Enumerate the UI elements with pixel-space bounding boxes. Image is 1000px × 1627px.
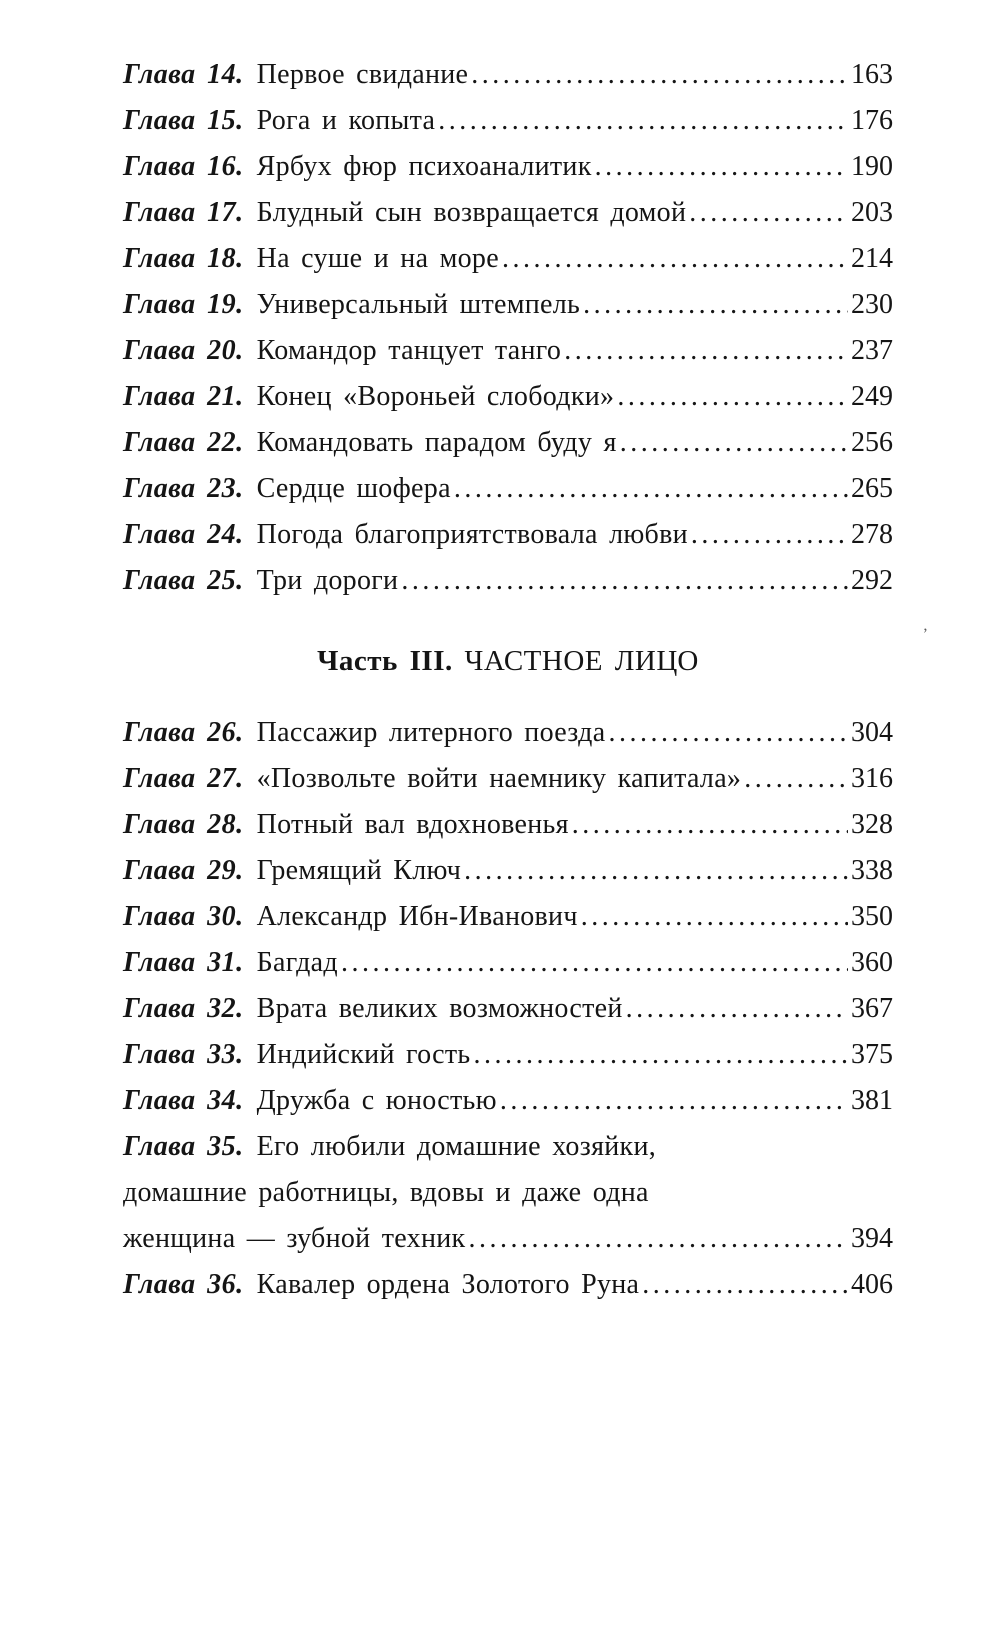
chapter-title: Универсальный штемпель <box>256 289 581 320</box>
dot-leader <box>686 190 848 236</box>
chapter-title: Александр Ибн-Иванович <box>256 901 578 932</box>
toc-entry-line <box>123 558 893 604</box>
dot-leader <box>461 848 848 894</box>
dot-leader <box>398 558 848 604</box>
dot-leader <box>614 374 848 420</box>
chapter-title: Врата великих возможностей <box>256 993 623 1024</box>
chapter-label: Глава 21. <box>123 381 244 412</box>
chapter-title: Блудный сын возвращается домой <box>256 197 687 228</box>
chapter-label: Глава 24. <box>123 519 244 550</box>
chapter-title: Командор танцует танго <box>256 335 562 366</box>
toc-entry-line <box>123 710 893 756</box>
page-number: 381 <box>851 1085 893 1116</box>
chapter-label: Глава 20. <box>123 335 244 366</box>
chapter-title: На суше и на море <box>256 243 499 274</box>
page-number: 316 <box>851 763 893 794</box>
dot-leader <box>605 710 848 756</box>
page-number: 375 <box>851 1039 893 1070</box>
page-number: 292 <box>851 565 893 596</box>
dot-leader <box>741 756 848 802</box>
page-number: 237 <box>851 335 893 366</box>
chapter-label: Глава 27. <box>123 763 244 794</box>
page-number: 328 <box>851 809 893 840</box>
dot-leader <box>338 940 848 986</box>
chapter-label: Глава 25. <box>123 565 244 596</box>
chapter-title: Погода благоприятствовала любви <box>256 519 688 550</box>
chapter-label: Глава 18. <box>123 243 244 274</box>
dot-leader <box>617 420 848 466</box>
dot-leader <box>451 466 848 512</box>
toc-entry-line <box>123 802 893 848</box>
toc-entry-line <box>123 374 893 420</box>
toc-entry-line <box>123 328 893 374</box>
chapter-label: Глава 14. <box>123 59 244 90</box>
section-heading <box>123 638 893 684</box>
toc-entry-line <box>123 756 893 802</box>
chapter-title: Пассажир литерного поезда <box>256 717 606 748</box>
toc-entry-line <box>123 466 893 512</box>
toc-entry-line <box>123 1032 893 1078</box>
toc-entry-line <box>123 940 893 986</box>
chapter-title: Гремящий Ключ <box>256 855 462 886</box>
chapter-label: Глава 26. <box>123 717 244 748</box>
chapter-label: Глава 17. <box>123 197 244 228</box>
dot-leader <box>468 52 848 98</box>
chapter-title: Командовать парадом буду я <box>256 427 617 458</box>
chapter-title: Первое свидание <box>256 59 469 90</box>
toc-entry-line <box>123 512 893 558</box>
dot-leader <box>561 328 848 374</box>
toc-entry-line <box>123 1170 893 1216</box>
section-heading-part-label: Часть III. <box>317 645 465 677</box>
dot-leader <box>499 236 848 282</box>
page-number: 406 <box>851 1269 893 1300</box>
page-number: 265 <box>851 473 893 504</box>
page-number: 214 <box>851 243 893 274</box>
chapter-label: Глава 36. <box>123 1269 244 1300</box>
chapter-label: Глава 33. <box>123 1039 244 1070</box>
chapter-label: Глава 30. <box>123 901 244 932</box>
toc-entry-line <box>123 282 893 328</box>
page-number: 350 <box>851 901 893 932</box>
chapter-title: домашние работницы, вдовы и даже одна <box>123 1177 649 1208</box>
dot-leader <box>497 1078 848 1124</box>
chapter-title: «Позвольте войти наемнику капитала» <box>256 763 742 794</box>
chapter-label: Глава 15. <box>123 105 244 136</box>
chapter-title: Дружба с юностью <box>256 1085 497 1116</box>
dot-leader <box>580 282 848 328</box>
dot-leader <box>470 1032 848 1078</box>
print-speck: ’ <box>922 626 928 643</box>
chapter-label: Глава 32. <box>123 993 244 1024</box>
toc-entry-line <box>123 1216 893 1262</box>
chapter-label: Глава 34. <box>123 1085 244 1116</box>
chapter-label: Глава 19. <box>123 289 244 320</box>
dot-leader <box>592 144 848 190</box>
chapter-label: Глава 29. <box>123 855 244 886</box>
dot-leader <box>688 512 848 558</box>
page-number: 360 <box>851 947 893 978</box>
chapter-label: Глава 31. <box>123 947 244 978</box>
page-number: 278 <box>851 519 893 550</box>
page-number: 338 <box>851 855 893 886</box>
toc-entry-line <box>123 986 893 1032</box>
page-number: 249 <box>851 381 893 412</box>
toc-entry-line <box>123 848 893 894</box>
toc-entry-line <box>123 190 893 236</box>
toc-entry-line <box>123 894 893 940</box>
page-number: 367 <box>851 993 893 1024</box>
dot-leader <box>639 1262 848 1308</box>
chapter-title: Потный вал вдохновенья <box>256 809 569 840</box>
page-number: 256 <box>851 427 893 458</box>
chapter-title: Конец «Вороньей слободки» <box>256 381 615 412</box>
chapter-label: Глава 16. <box>123 151 244 182</box>
chapter-title: Ярбух фюр психоаналитик <box>256 151 592 182</box>
toc-entry-line <box>123 1262 893 1308</box>
dot-leader <box>623 986 848 1032</box>
toc-entry-line <box>123 98 893 144</box>
chapter-title: Индийский гость <box>256 1039 471 1070</box>
chapter-title: Три дороги <box>256 565 399 596</box>
toc-entry-line <box>123 236 893 282</box>
page-number: 190 <box>851 151 893 182</box>
toc-entry-line <box>123 144 893 190</box>
page-number: 304 <box>851 717 893 748</box>
chapter-label: Глава 28. <box>123 809 244 840</box>
page-number: 163 <box>851 59 893 90</box>
chapter-label: Глава 35. <box>123 1131 244 1162</box>
page-number: 394 <box>851 1223 893 1254</box>
chapter-title: Багдад <box>256 947 338 978</box>
page-number: 203 <box>851 197 893 228</box>
chapter-label: Глава 22. <box>123 427 244 458</box>
section-heading-title: ЧАСТНОЕ ЛИЦО <box>464 645 699 677</box>
dot-leader <box>569 802 848 848</box>
chapter-title: Рога и копыта <box>256 105 436 136</box>
chapter-title: женщина — зубной техник <box>123 1223 466 1254</box>
chapter-title: Его любили домашние хозяйки, <box>256 1131 657 1162</box>
toc-entry-line <box>123 52 893 98</box>
toc-entry-line <box>123 1124 893 1170</box>
chapter-label: Глава 23. <box>123 473 244 504</box>
page-number: 230 <box>851 289 893 320</box>
toc-entry-line <box>123 1078 893 1124</box>
dot-leader <box>578 894 848 940</box>
dot-leader <box>465 1216 848 1262</box>
dot-leader <box>435 98 848 144</box>
chapter-title: Кавалер ордена Золотого Руна <box>256 1269 640 1300</box>
toc-entry-line <box>123 420 893 466</box>
chapter-title: Сердце шофера <box>256 473 451 504</box>
page-number: 176 <box>851 105 893 136</box>
